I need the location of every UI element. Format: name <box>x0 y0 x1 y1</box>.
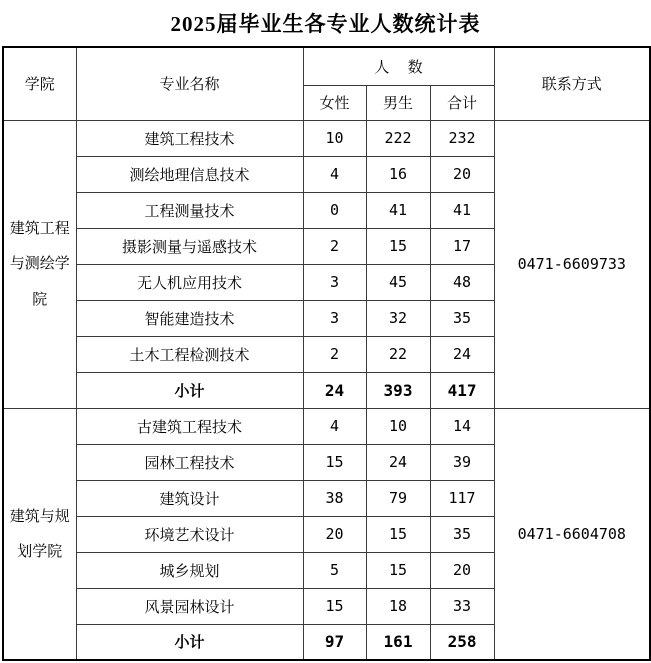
major-cell: 智能建造技术 <box>76 300 303 336</box>
female-count-cell: 15 <box>303 588 366 624</box>
college-name: 建筑与规划学院 <box>9 507 70 560</box>
contact-cell: 0471-6609733 <box>494 120 650 408</box>
major-cell: 城乡规划 <box>76 552 303 588</box>
female-count-cell: 4 <box>303 156 366 192</box>
total-count-cell: 117 <box>430 480 494 516</box>
male-count-cell: 41 <box>366 192 430 228</box>
male-count-cell: 32 <box>366 300 430 336</box>
major-cell: 工程测量技术 <box>76 192 303 228</box>
total-count-cell: 14 <box>430 408 494 444</box>
major-cell: 建筑工程技术 <box>76 120 303 156</box>
major-cell: 测绘地理信息技术 <box>76 156 303 192</box>
college-name: 建筑工程与测绘学院 <box>9 220 70 308</box>
female-count-cell: 2 <box>303 336 366 372</box>
contact-cell: 0471-6604708 <box>494 408 650 660</box>
total-count-cell: 48 <box>430 264 494 300</box>
major-cell: 风景园林设计 <box>76 588 303 624</box>
page-title: 2025届毕业生各专业人数统计表 <box>170 12 481 36</box>
male-count-cell: 24 <box>366 444 430 480</box>
major-cell: 园林工程技术 <box>76 444 303 480</box>
female-count-cell: 3 <box>303 300 366 336</box>
female-count-cell: 3 <box>303 264 366 300</box>
subtotal-female-cell: 97 <box>303 624 366 660</box>
subtotal-total-cell: 417 <box>430 372 494 408</box>
female-count-cell: 15 <box>303 444 366 480</box>
college-cell <box>3 120 76 408</box>
male-count-cell: 15 <box>366 552 430 588</box>
major-cell: 环境艺术设计 <box>76 516 303 552</box>
male-count-cell: 10 <box>366 408 430 444</box>
male-count-cell: 16 <box>366 156 430 192</box>
header-total: 合计 <box>430 85 494 120</box>
header-college: 学院 <box>3 47 76 120</box>
table-row <box>3 408 650 444</box>
female-count-cell: 20 <box>303 516 366 552</box>
subtotal-label: 小计 <box>76 372 303 408</box>
female-count-cell: 10 <box>303 120 366 156</box>
college-cell <box>3 408 76 660</box>
header-major: 专业名称 <box>76 47 303 120</box>
header-row-1 <box>3 47 650 85</box>
male-count-cell: 222 <box>366 120 430 156</box>
major-cell: 土木工程检测技术 <box>76 336 303 372</box>
major-cell: 无人机应用技术 <box>76 264 303 300</box>
female-count-cell: 0 <box>303 192 366 228</box>
total-count-cell: 35 <box>430 300 494 336</box>
male-count-cell: 45 <box>366 264 430 300</box>
total-count-cell: 20 <box>430 156 494 192</box>
female-count-cell: 5 <box>303 552 366 588</box>
male-count-cell: 79 <box>366 480 430 516</box>
female-count-cell: 2 <box>303 228 366 264</box>
male-count-cell: 22 <box>366 336 430 372</box>
subtotal-label: 小计 <box>76 624 303 660</box>
subtotal-male-cell: 393 <box>366 372 430 408</box>
total-count-cell: 41 <box>430 192 494 228</box>
male-count-cell: 15 <box>366 516 430 552</box>
major-cell: 摄影测量与遥感技术 <box>76 228 303 264</box>
female-count-cell: 38 <box>303 480 366 516</box>
total-count-cell: 17 <box>430 228 494 264</box>
major-cell: 建筑设计 <box>76 480 303 516</box>
total-count-cell: 33 <box>430 588 494 624</box>
header-contact: 联系方式 <box>494 47 650 120</box>
total-count-cell: 24 <box>430 336 494 372</box>
female-count-cell: 4 <box>303 408 366 444</box>
total-count-cell: 35 <box>430 516 494 552</box>
total-count-cell: 232 <box>430 120 494 156</box>
header-count-group: 人 数 <box>303 47 494 85</box>
subtotal-total-cell: 258 <box>430 624 494 660</box>
header-male: 男生 <box>366 85 430 120</box>
subtotal-female-cell: 24 <box>303 372 366 408</box>
male-count-cell: 18 <box>366 588 430 624</box>
total-count-cell: 20 <box>430 552 494 588</box>
subtotal-male-cell: 161 <box>366 624 430 660</box>
table-row <box>3 120 650 156</box>
major-cell: 古建筑工程技术 <box>76 408 303 444</box>
total-count-cell: 39 <box>430 444 494 480</box>
graduate-stats-table <box>2 46 651 661</box>
male-count-cell: 15 <box>366 228 430 264</box>
header-female: 女性 <box>303 85 366 120</box>
